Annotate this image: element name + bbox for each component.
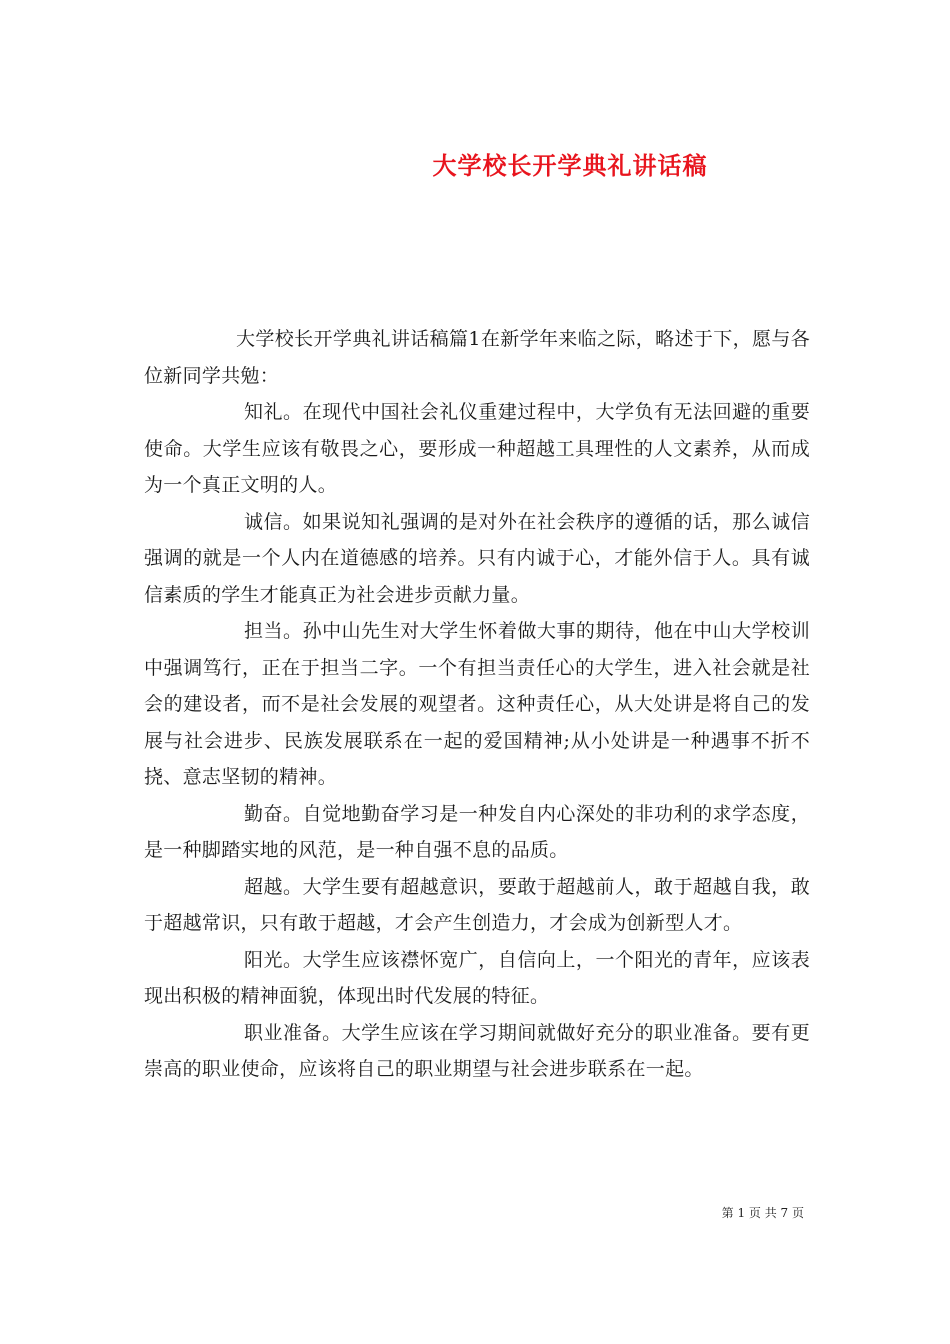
paragraph-zhili: 知礼。在现代中国社会礼仪重建过程中，大学负有无法回避的重要使命。大学生应该有敬畏之心，要形成一种超越工具理性的人文素养，从而成为一个真正文明的人。 [144,401,810,496]
paragraph-chaoyue: 超越。大学生要有超越意识，要敢于超越前人，敢于超越自我，敢于超越常识，只有敢于超越，才会产生创造力，才会成为创新型人才。 [144,875,810,934]
document-body [144,321,810,1088]
paragraph-zhiye: 职业准备。大学生应该在学习期间就做好充分的职业准备。要有更崇高的职业使命，应该将自己的职业期望与社会进步联系在一起。 [144,1021,810,1080]
paragraph-intro: 大学校长开学典礼讲话稿篇1在新学年来临之际，略述于下，愿与各位新同学共勉： [144,328,810,387]
paragraph-chengxin: 诚信。如果说知礼强调的是对外在社会秩序的遵循的话，那么诚信强调的就是一个人内在道德感的培养。只有内诚于心，才能外信于人。具有诚信素质的学生才能真正为社会进步贡献力量。 [144,510,810,606]
page-number-footer: 第 1 页 共 7 页 [721,1206,804,1220]
paragraph-qinfen: 勤奋。自觉地勤奋学习是一种发自内心深处的非功利的求学态度，是一种脚踏实地的风范，是一种自强不息的品质。 [144,802,810,861]
paragraph-dandang: 担当。孙中山先生对大学生怀着做大事的期待，他在中山大学校训中强调笃行，正在于担当二字。一个有担当责任心的大学生，进入社会就是社会的建设者，而不是社会发展的观望者。这种责任心，从大处讲是将自己的发展与社会进步、民族发展联系在一起的爱国精神;从小处讲是一种遇事不折不挠、意志坚韧的精神。 [144,620,810,788]
document-title: 大学校长开学典礼讲话稿 [432,151,708,181]
paragraph-yangguang: 阳光。大学生应该襟怀宽广，自信向上，一个阳光的青年，应该表现出积极的精神面貌，体现出时代发展的特征。 [144,948,810,1007]
